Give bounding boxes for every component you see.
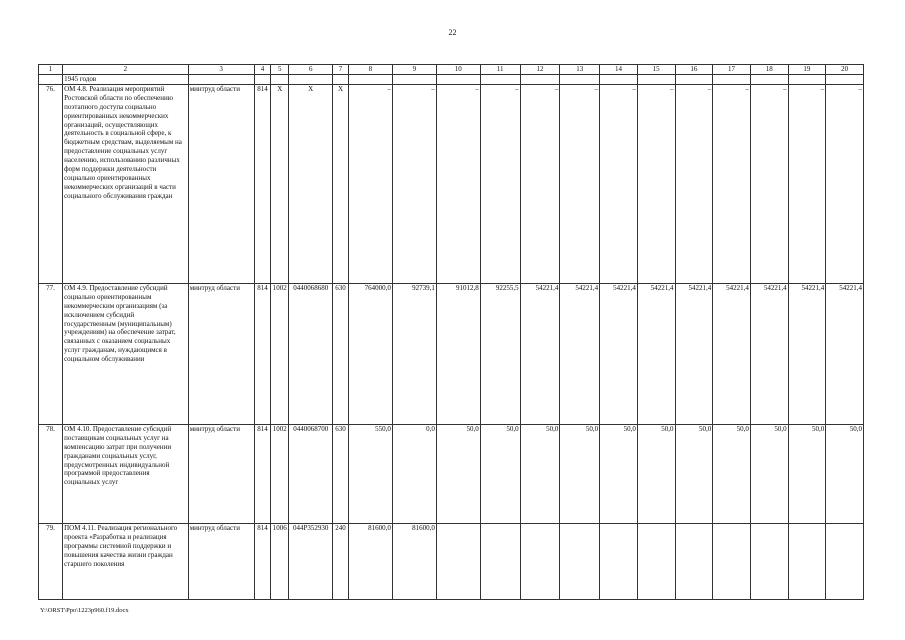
- empty-cell: [713, 75, 751, 85]
- empty-cell: [560, 75, 600, 85]
- empty-cell: [188, 75, 254, 85]
- budget-table: [38, 64, 864, 600]
- amount-value: 0,0: [392, 424, 436, 523]
- amount-value: [826, 523, 864, 599]
- amount-value: –: [826, 84, 864, 283]
- expense-type-code: 240: [333, 523, 349, 599]
- amount-value: 54221,4: [713, 283, 751, 424]
- column-number-header: 18: [750, 65, 788, 75]
- column-number-header: 4: [254, 65, 271, 75]
- empty-cell: [675, 75, 713, 85]
- column-number-header: 9: [392, 65, 436, 75]
- measure-name: ОМ 4.9. Предоставление субсидий социально ориентированным некоммерческим организациям (за исключением субсидий государственным (муниципальным) учреждениям) на обеспечение затрат, связанных с оказанием социальных услуг гражданам, нуждающимся в социальном обслуживании: [63, 283, 189, 424]
- amount-value: [637, 523, 675, 599]
- expense-type-code: 630: [333, 424, 349, 523]
- amount-value: 91012,8: [436, 283, 480, 424]
- section-code: Х: [271, 84, 289, 283]
- row-number: 78.: [39, 424, 63, 523]
- amount-value: –: [392, 84, 436, 283]
- ministry-code: 814: [254, 523, 271, 599]
- empty-cell: [289, 75, 333, 85]
- executor: минтруд области: [188, 84, 254, 283]
- ministry-code: 814: [254, 84, 271, 283]
- column-number-header: 6: [289, 65, 333, 75]
- amount-value: –: [560, 84, 600, 283]
- empty-cell: [39, 75, 63, 85]
- amount-value: –: [750, 84, 788, 283]
- empty-cell: [436, 75, 480, 85]
- amount-value: 50,0: [675, 424, 713, 523]
- amount-value: 54221,4: [675, 283, 713, 424]
- amount-value: –: [520, 84, 560, 283]
- amount-value: –: [348, 84, 392, 283]
- column-number-header: 3: [188, 65, 254, 75]
- empty-cell: [392, 75, 436, 85]
- table-row: [39, 424, 864, 523]
- column-number-header: 20: [826, 65, 864, 75]
- amount-value: [480, 523, 520, 599]
- amount-value: 50,0: [637, 424, 675, 523]
- section-code: 1002: [271, 424, 289, 523]
- empty-cell: [271, 75, 289, 85]
- amount-value: 92255,5: [480, 283, 520, 424]
- empty-cell: [750, 75, 788, 85]
- amount-value: 92739,1: [392, 283, 436, 424]
- section-code: 1002: [271, 283, 289, 424]
- amount-value: 50,0: [713, 424, 751, 523]
- amount-value: 54221,4: [520, 283, 560, 424]
- amount-value: 50,0: [436, 424, 480, 523]
- amount-value: 81600,0: [392, 523, 436, 599]
- empty-cell: [348, 75, 392, 85]
- amount-value: 50,0: [750, 424, 788, 523]
- amount-value: –: [436, 84, 480, 283]
- amount-value: [520, 523, 560, 599]
- column-number-header: 8: [348, 65, 392, 75]
- amount-value: [600, 523, 638, 599]
- empty-cell: [600, 75, 638, 85]
- table-row: [39, 84, 864, 283]
- continuation-row: [39, 75, 864, 85]
- column-number-header: 13: [560, 65, 600, 75]
- target-article-code: 044P352930: [289, 523, 333, 599]
- column-number-header: 11: [480, 65, 520, 75]
- amount-value: 54221,4: [600, 283, 638, 424]
- empty-cell: [520, 75, 560, 85]
- empty-cell: [333, 75, 349, 85]
- column-number-header: 2: [63, 65, 189, 75]
- column-number-header: 12: [520, 65, 560, 75]
- amount-value: 50,0: [560, 424, 600, 523]
- amount-value: [750, 523, 788, 599]
- empty-cell: [480, 75, 520, 85]
- column-number-header: 16: [675, 65, 713, 75]
- row-number: 79.: [39, 523, 63, 599]
- amount-value: [675, 523, 713, 599]
- table-row: [39, 523, 864, 599]
- column-number-header: 1: [39, 65, 63, 75]
- amount-value: 50,0: [826, 424, 864, 523]
- expense-type-code: 630: [333, 283, 349, 424]
- amount-value: –: [637, 84, 675, 283]
- row-number: 77.: [39, 283, 63, 424]
- amount-value: 50,0: [520, 424, 560, 523]
- measure-name: ОМ 4.10. Предоставление субсидий поставщикам социальных услуг на компенсацию затрат при получении гражданами социальных услуг, предусмотренных индивидуальной программой предоставления социальных услуг: [63, 424, 189, 523]
- executor: минтруд области: [188, 424, 254, 523]
- amount-value: 54221,4: [637, 283, 675, 424]
- empty-cell: [788, 75, 826, 85]
- amount-value: 550,0: [348, 424, 392, 523]
- amount-value: –: [713, 84, 751, 283]
- column-number-header: 10: [436, 65, 480, 75]
- table-row: [39, 283, 864, 424]
- column-number-header: 19: [788, 65, 826, 75]
- amount-value: [560, 523, 600, 599]
- amount-value: –: [675, 84, 713, 283]
- amount-value: –: [600, 84, 638, 283]
- column-number-header: 17: [713, 65, 751, 75]
- column-number-header: 5: [271, 65, 289, 75]
- amount-value: [713, 523, 751, 599]
- measure-name: ПОМ 4.11. Реализация регионального проекта «Разработка и реализация программы системной поддержки и повышения качества жизни граждан старшего поколения: [63, 523, 189, 599]
- amount-value: 50,0: [788, 424, 826, 523]
- empty-cell: [826, 75, 864, 85]
- amount-value: 81600,0: [348, 523, 392, 599]
- amount-value: 54221,4: [788, 283, 826, 424]
- page-number: 22: [448, 28, 457, 37]
- empty-cell: [254, 75, 271, 85]
- amount-value: 764000,0: [348, 283, 392, 424]
- measure-name: ОМ 4.8. Реализация мероприятий Ростовской области по обеспечению поэтапного доступа социально ориентированных некоммерческих организаций, осуществляющих деятельность в социальной сфере, к бюджетным средствам, выделяемым на предоставление социальных услуг населению, использованию различных форм поддержки деятельности социально ориентированных некоммерческих организаций в части социального обслуживания граждан: [63, 84, 189, 283]
- continuation-text: 1945 годов: [63, 75, 189, 85]
- amount-value: –: [788, 84, 826, 283]
- expense-type-code: Х: [333, 84, 349, 283]
- ministry-code: 814: [254, 283, 271, 424]
- amount-value: 50,0: [480, 424, 520, 523]
- amount-value: 54221,4: [826, 283, 864, 424]
- empty-cell: [637, 75, 675, 85]
- target-article-code: Х: [289, 84, 333, 283]
- footer-file-path: Y:\ORST\Ppo\1223p960.f19.docx: [40, 607, 129, 614]
- amount-value: 54221,4: [750, 283, 788, 424]
- column-number-header: 15: [637, 65, 675, 75]
- column-number-header: 7: [333, 65, 349, 75]
- executor: минтруд области: [188, 283, 254, 424]
- target-article-code: 0440068680: [289, 283, 333, 424]
- executor: минтруд области: [188, 523, 254, 599]
- column-number-row: [39, 65, 864, 75]
- amount-value: 50,0: [600, 424, 638, 523]
- amount-value: –: [480, 84, 520, 283]
- target-article-code: 0440068700: [289, 424, 333, 523]
- section-code: 1006: [271, 523, 289, 599]
- amount-value: [436, 523, 480, 599]
- row-number: 76.: [39, 84, 63, 283]
- column-number-header: 14: [600, 65, 638, 75]
- amount-value: [788, 523, 826, 599]
- amount-value: 54221,4: [560, 283, 600, 424]
- ministry-code: 814: [254, 424, 271, 523]
- table-body: [39, 65, 864, 600]
